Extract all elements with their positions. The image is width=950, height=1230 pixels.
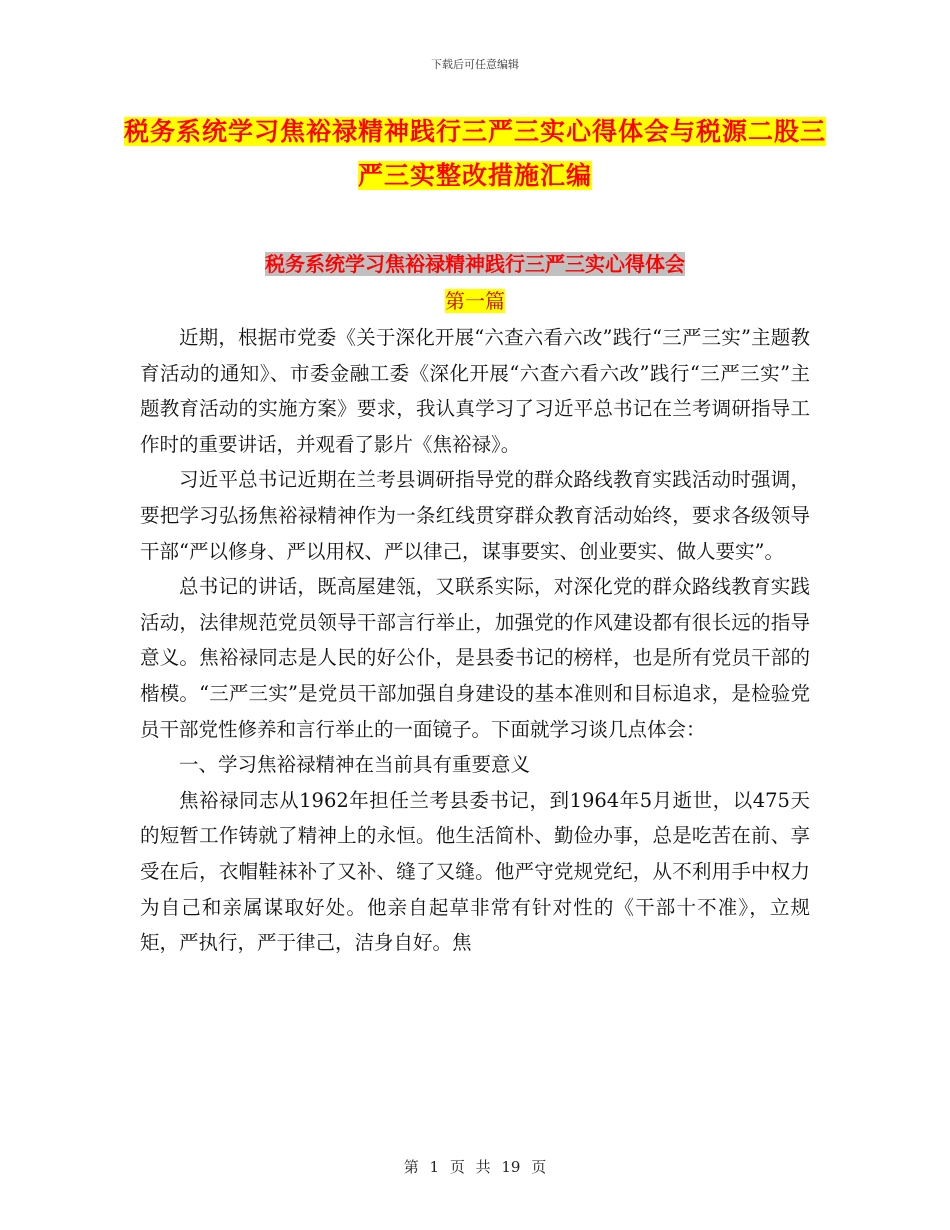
paragraph: 近期，根据市党委《关于深化开展“六查六看六改”践行“三严三实”主题教育活动的通知》、市委金融工委《深化开展“六查六看六改”践行“三严三实”主题教育活动的实施方案》要求，我认真学习了习近平总书记在兰考调研指导工作时的重要讲话，并观看了影片《焦裕禄》。 — [140, 326, 810, 456]
section-heading: 一、学习焦裕禄精神在当前具有重要意义 — [179, 753, 531, 777]
main-title-text: 税务系统学习焦裕禄精神践行三严三实心得体会与税源二股三严三实整改措施汇编 — [123, 117, 826, 190]
paragraph: 习近平总书记近期在兰考县调研指导党的群众路线教育实践活动时强调，要把学习弘扬焦裕禄精神作为一条红线贯穿群众教育活动始终，要求各级领导干部“严以修身、严以用权、严以律己，谋事要实、创业要实、做人要实”。 — [140, 468, 810, 563]
paragraph: 焦裕禄同志从1962年担任兰考县委书记，到1964年5月逝世，以475天的短暂工作铸就了精神上的永恒。他生活简朴、勤俭办事，总是吃苦在前、享受在后，衣帽鞋袜补了又补、缝了又缝。他严守党规党纪，从不利用手中权力为自己和亲属谋取好处。他亲自起草非常有针对性的《干部十不准》，立规矩，严执行，严于律己，洁身自好。焦 — [140, 788, 810, 955]
section-label-text: 第一篇 — [445, 289, 505, 313]
sub-title — [0, 246, 950, 282]
sub-title-text: 税务系统学习焦裕禄精神践行三严三实心得体会 — [265, 252, 685, 276]
header-note: 下载后可任意编辑 — [431, 58, 519, 71]
page-footer: 第 1 页 共 19 页 — [403, 1158, 547, 1176]
main-title — [120, 110, 830, 198]
body-text — [140, 320, 810, 961]
paragraph: 总书记的讲话，既高屋建瓴，又联系实际，对深化党的群众路线教育实践活动，法律规范党员领导干部言行举止，加强党的作风建设都有很长远的指导意义。焦裕禄同志是人民的好公仆，是县委书记的榜样，也是所有党员干部的楷模。“三严三实”是党员干部加强自身建设的基本准则和目标追求，是检验党员干部党性修养和言行举止的一面镜子。下面就学习谈几点体会： — [140, 575, 810, 741]
section-label — [0, 286, 950, 316]
